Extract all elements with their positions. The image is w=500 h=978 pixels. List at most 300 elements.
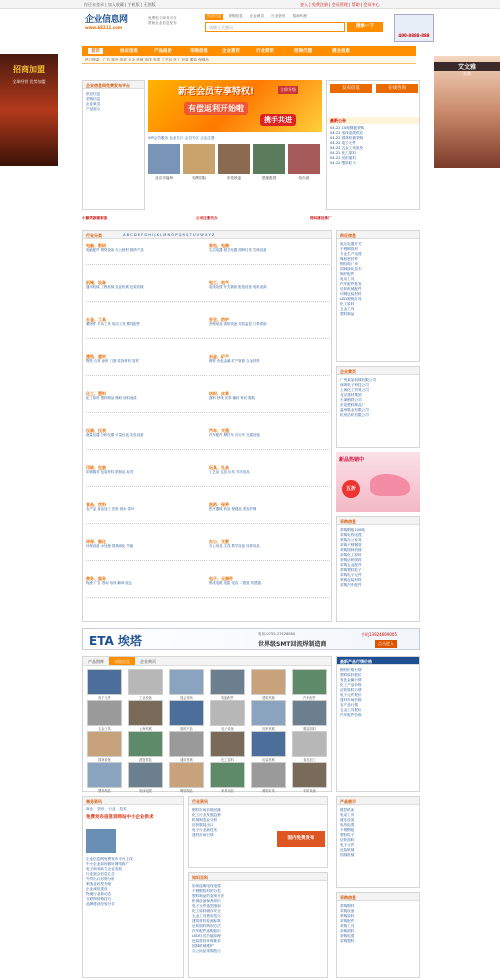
- biz-news-item[interactable]: 中小企业如何做好网络推广: [86, 862, 130, 866]
- biz-tab[interactable]: 商业: [86, 807, 94, 811]
- category-title[interactable]: 化工、塑料: [86, 391, 106, 396]
- shoe-image: [370, 474, 410, 496]
- eta-banner[interactable]: [82, 628, 420, 650]
- enterprise-panel: [336, 366, 420, 448]
- banner-bubble-2: 携手共进: [260, 114, 296, 126]
- category-block: [209, 576, 330, 598]
- category-links[interactable]: 集成电路 电阻 电容 二极管 传感器: [209, 581, 261, 585]
- supply-item[interactable]: 园林绿化苗木: [340, 267, 362, 271]
- industry-news-item[interactable]: 电子行业新技术: [192, 828, 218, 832]
- notice-item[interactable]: 04-22 五金工具批发: [330, 146, 364, 150]
- search-tab[interactable]: 供应信息: [207, 14, 222, 18]
- right-ad[interactable]: [434, 56, 500, 168]
- biz-news-item[interactable]: 外贸出口形势分析: [86, 877, 115, 881]
- biz-tab[interactable]: 行业: [108, 807, 116, 811]
- product-caption[interactable]: 照明灯具: [262, 789, 275, 793]
- supply-item[interactable]: 塑料制品: [340, 312, 355, 316]
- category-block: [86, 354, 207, 376]
- supply-item[interactable]: 印刷包装材料: [340, 292, 362, 296]
- thumb-image[interactable]: [253, 144, 285, 174]
- logo-slogan: [148, 16, 198, 26]
- purchase-item[interactable]: 采购钢板100吨: [340, 528, 365, 532]
- thumb-image[interactable]: [183, 144, 215, 174]
- purchase-item[interactable]: 求购不锈钢管: [340, 543, 362, 547]
- product-image[interactable]: [87, 700, 122, 726]
- category-title[interactable]: 仪器、仪表: [86, 428, 106, 433]
- promo-banner[interactable]: [148, 80, 322, 132]
- notice-item[interactable]: 04-22 10吨钢板采购: [330, 126, 365, 130]
- product-board-item[interactable]: 不锈钢板: [340, 828, 355, 832]
- product-caption[interactable]: 展会现场: [180, 696, 193, 700]
- product-image[interactable]: [251, 669, 286, 695]
- mid-ad[interactable]: 公司注册代办: [196, 216, 218, 220]
- buy-board-item[interactable]: 采购电缆: [340, 934, 355, 938]
- enterprise-item[interactable]: 北京建材集团: [340, 393, 362, 397]
- knowledge-item[interactable]: 如何选购电线电缆: [192, 884, 221, 888]
- latest-product-item[interactable]: 建材市场价格: [340, 698, 362, 702]
- category-title[interactable]: 办公、文教: [209, 539, 229, 544]
- purchase-item[interactable]: 采购办公家具: [340, 538, 362, 542]
- search-input[interactable]: [205, 22, 345, 32]
- product-image[interactable]: [210, 731, 245, 757]
- search-tab[interactable]: 招商代理: [292, 14, 307, 18]
- banner-bubble-1: 有偿返利开始啦: [184, 102, 248, 115]
- product-caption[interactable]: 电线电缆: [139, 789, 152, 793]
- product-image[interactable]: [251, 700, 286, 726]
- logo-url: www.68211.com: [85, 25, 123, 30]
- knowledge-item[interactable]: 包装材料环保要求: [192, 939, 221, 943]
- product-caption[interactable]: 食品加工: [303, 758, 316, 762]
- nav-item[interactable]: 招商代理: [294, 49, 312, 54]
- category-panel: [82, 230, 332, 622]
- purchase-item[interactable]: 采购包装材料: [340, 578, 362, 582]
- main-nav: [82, 46, 416, 56]
- biz-news-item[interactable]: 电子商务助力企业发展: [86, 867, 122, 871]
- product-caption[interactable]: 服装面料: [303, 727, 316, 731]
- thumb-image[interactable]: [148, 144, 180, 174]
- category-block: [86, 465, 207, 487]
- category-links[interactable]: 化工原料 塑料制品 橡胶 涂料油漆: [86, 396, 137, 400]
- nav-item[interactable]: 行业资讯: [256, 49, 274, 54]
- biz-news-item[interactable]: 制造业转型升级: [86, 882, 112, 886]
- category-block: [86, 502, 207, 524]
- category-links[interactable]: 劳保用品 消防设备 安防监控 门禁系统: [209, 322, 267, 326]
- product-caption[interactable]: 电子元件: [98, 696, 111, 700]
- supply-item[interactable]: 电动工具: [340, 277, 355, 281]
- category-links[interactable]: 面料 纱线 皮革 辅料 家纺 服装: [209, 396, 256, 400]
- publish-button[interactable]: 发布信息: [330, 84, 372, 93]
- top-bar: [0, 0, 500, 9]
- buy-board-item[interactable]: 采购钢材: [340, 904, 355, 908]
- search-tab[interactable]: 采购信息: [228, 14, 243, 18]
- notice-item[interactable]: 04-22 化工原料: [330, 151, 356, 155]
- thumb-row: [148, 144, 322, 190]
- category-links[interactable]: 电线电缆 开关插座 配电设备 电机电源: [209, 285, 267, 289]
- purchase-panel: [336, 516, 420, 622]
- category-links[interactable]: 紧固件 手动工具 电动工具 模具配件: [86, 322, 141, 326]
- nav-item[interactable]: 首页: [88, 48, 103, 54]
- nav-item[interactable]: 产品报价: [154, 49, 172, 54]
- platform-item[interactable]: 产品展示: [86, 107, 101, 111]
- thumb-caption[interactable]: 恩施胜国: [261, 176, 277, 180]
- eta-button[interactable]: 点击进入: [375, 640, 397, 648]
- knowledge-item[interactable]: 塑料制品的鉴别方法: [192, 894, 225, 898]
- gallery-tab[interactable]: 企业黄页: [140, 659, 156, 664]
- purchase-item[interactable]: 采购塑料粒子: [340, 568, 362, 572]
- product-image[interactable]: [128, 731, 163, 757]
- product-image[interactable]: [128, 700, 163, 726]
- category-links[interactable]: 农产品 食品加工 饮料 酒水 茶叶: [86, 507, 135, 511]
- product-image[interactable]: [210, 762, 245, 788]
- supply-item[interactable]: 汽车配件批发: [340, 282, 362, 286]
- product-caption[interactable]: 通用机械: [180, 758, 193, 762]
- latest-product-item[interactable]: 五金工具报价: [340, 708, 362, 712]
- category-title[interactable]: 印刷、包装: [86, 465, 106, 470]
- category-title[interactable]: 安全、防护: [209, 317, 229, 322]
- purchase-item[interactable]: 采购园林机械: [340, 548, 362, 552]
- product-image[interactable]: [292, 762, 327, 788]
- product-image[interactable]: [169, 762, 204, 788]
- top-bar-right[interactable]: 登入 | 免费注册 | 会员管理 | 帮助 | 会员中心: [300, 2, 380, 7]
- category-links[interactable]: 通用机械 工程机械 农业机械 包装机械: [86, 285, 144, 289]
- product-image[interactable]: [292, 731, 327, 757]
- latest-product-item[interactable]: 化工产品价格: [340, 683, 362, 687]
- category-links[interactable]: 电脑配件 网络设备 办公耗材 数码产品: [86, 248, 144, 252]
- category-links[interactable]: 测量仪器 分析仪器 计量仪表 实验设备: [86, 433, 144, 437]
- enterprise-item[interactable]: 深圳电子科技公司: [340, 383, 369, 387]
- platform-item[interactable]: 企业黄页: [86, 102, 101, 106]
- hot-search-text: 热门搜索：广告 制冷 电机 五金 机械 电线 电缆 工艺品 化工 包装 服装 保健品: [85, 58, 209, 61]
- category-links[interactable]: 印刷服务 包装材料 纸制品 标签: [86, 470, 134, 474]
- biz-tab[interactable]: 技术: [119, 807, 127, 811]
- category-block: [209, 465, 330, 487]
- category-title[interactable]: 医药、保养: [209, 502, 229, 507]
- search-tab[interactable]: 企业黄页: [249, 14, 265, 18]
- hot-search: [82, 56, 416, 64]
- supply-item[interactable]: 化工原料: [340, 302, 355, 306]
- purchase-item[interactable]: 求购电线电缆: [340, 533, 362, 537]
- category-links[interactable]: 物流 广告 咨询 培训 翻译 展会: [86, 581, 133, 585]
- product-board-item[interactable]: 包装机械: [340, 848, 355, 852]
- buy-board-item[interactable]: 采购工具: [340, 924, 355, 928]
- category-title[interactable]: 机械、设备: [86, 280, 106, 285]
- category-block: [86, 317, 207, 339]
- category-links[interactable]: 陶瓷 石材 涂料 门窗 装饰材料 管材: [86, 359, 139, 363]
- knowledge-item[interactable]: 不锈钢管材的分类: [192, 889, 221, 893]
- top-right-ad-phone: 400-8888-888: [398, 33, 430, 38]
- supply-item[interactable]: 低压电器开关: [340, 242, 362, 246]
- product-board-item[interactable]: 液压设备: [340, 818, 355, 822]
- category-links[interactable]: 环保设备 水处理 园林绿化 节能: [86, 544, 134, 548]
- latest-product-item[interactable]: 钢材价格行情: [340, 668, 362, 672]
- buy-board-item[interactable]: 采购原料: [340, 914, 355, 918]
- industry-news-title: 行业资讯: [189, 797, 327, 805]
- product-image[interactable]: [128, 762, 163, 788]
- letter-index[interactable]: A B C D E F G H I J K L M N O P Q R S T U V W X Y Z: [123, 233, 215, 237]
- notice-item[interactable]: 04-22 园林机械采购: [330, 136, 364, 140]
- product-caption[interactable]: 纺织机械: [262, 727, 275, 731]
- category-title[interactable]: 汽车、交通: [209, 428, 229, 433]
- product-caption[interactable]: 建材样品: [139, 758, 152, 762]
- supply-item[interactable]: LED照明灯具: [340, 297, 362, 301]
- biz-news-headline[interactable]: 免费发布信息到网站中小企业供求: [86, 815, 154, 820]
- industry-news-panel: [188, 796, 328, 868]
- category-links[interactable]: 办公用品 文具 教学设备 体育用品: [209, 544, 260, 548]
- enterprise-item[interactable]: 东莞塑料制品厂: [340, 403, 366, 407]
- latest-product-item[interactable]: 电子元件报价: [340, 693, 362, 697]
- platform-item[interactable]: 采购信息: [86, 97, 101, 101]
- category-title[interactable]: 纺织、皮革: [209, 391, 229, 396]
- knowledge-item[interactable]: 五金工具使用技巧: [192, 914, 221, 918]
- industry-news-item[interactable]: 纺织服装出口: [192, 823, 214, 827]
- thumb-caption[interactable]: 哈尔滨: [298, 176, 310, 180]
- knowledge-title: 知识百科: [189, 873, 327, 881]
- notice-item[interactable]: 04-22 电线电缆供应: [330, 131, 364, 135]
- latest-products-panel: [336, 656, 420, 792]
- product-caption[interactable]: 工业设备: [139, 696, 152, 700]
- eta-tel: 电话:0755-27428080: [258, 632, 296, 636]
- nav-item[interactable]: 企业黄页: [222, 49, 240, 54]
- biz-news-item[interactable]: 行业展会信息汇总: [86, 872, 115, 876]
- product-gallery: [82, 656, 332, 792]
- product-caption[interactable]: 数码产品: [180, 727, 193, 731]
- product-caption[interactable]: 上海机械: [139, 727, 152, 731]
- enterprise-item[interactable]: 上海化工贸易公司: [340, 388, 369, 392]
- category-block: [209, 502, 330, 524]
- category-title[interactable]: 电子、元器件: [209, 576, 233, 581]
- knowledge-item[interactable]: 纺织面料辨别方法: [192, 924, 221, 928]
- category-title[interactable]: 电脑、数码: [86, 243, 106, 248]
- knowledge-item[interactable]: 汽车配件选购知识: [192, 929, 221, 933]
- knowledge-item[interactable]: 机械设备保养常识: [192, 899, 221, 903]
- category-title[interactable]: 冶金、矿产: [209, 354, 229, 359]
- product-caption[interactable]: 五金工具: [98, 727, 111, 731]
- knowledge-item[interactable]: 园林机械维护: [192, 944, 214, 948]
- biz-news-item[interactable]: 品牌建设经验分享: [86, 902, 115, 906]
- industry-news-item[interactable]: 机械制造业分析: [192, 818, 218, 822]
- thumb-caption[interactable]: 东莞欧麦: [226, 176, 242, 180]
- product-board-item[interactable]: 塑料粒子: [340, 833, 355, 837]
- product-image[interactable]: [292, 700, 327, 726]
- search-tab[interactable]: 行业资讯: [271, 14, 286, 18]
- purchase-item[interactable]: 求购电子元件: [340, 573, 362, 577]
- category-links[interactable]: 汽车配件 摩托车 自行车 交通设施: [209, 433, 260, 437]
- thumb-caption[interactable]: 北京市福海: [155, 176, 173, 180]
- mid-ad[interactable]: 网站建设推广: [310, 216, 332, 220]
- category-links[interactable]: 工艺品 礼品 玩具 节庆用品: [209, 470, 250, 474]
- right-ad-sub: 女装: [463, 71, 471, 76]
- biz-news-title: 商务资讯: [83, 797, 183, 805]
- biz-news-item[interactable]: 企业诚信建设: [86, 887, 108, 891]
- nav-item[interactable]: 供应信息: [120, 49, 138, 54]
- mid-ad[interactable]: 小额贷款哪家强: [82, 216, 108, 220]
- knowledge-item[interactable]: LED灯具节能原理: [192, 934, 221, 938]
- biz-news-item[interactable]: 互联网营销技巧: [86, 897, 112, 901]
- category-title[interactable]: 环保、绿化: [86, 539, 106, 544]
- buy-board-item[interactable]: 求购设备: [340, 909, 355, 913]
- knowledge-item[interactable]: 办公用品采购技巧: [192, 949, 221, 953]
- purchase-item[interactable]: 求购五金配件: [340, 563, 362, 567]
- knowledge-item[interactable]: 化工原料储存安全: [192, 909, 221, 913]
- industry-news-item[interactable]: 建材市场行情: [192, 833, 214, 837]
- platform-box-title: 企业信息网免费发布平台: [83, 81, 144, 89]
- buy-board-item[interactable]: 求购塑料: [340, 939, 355, 943]
- enterprise-item[interactable]: 温州鞋业有限公司: [340, 408, 369, 412]
- product-caption[interactable]: 园林设备: [98, 758, 111, 762]
- supply-item[interactable]: 五金工具: [340, 307, 355, 311]
- nav-item[interactable]: 采购信息: [190, 49, 208, 54]
- buy-board: [336, 892, 420, 978]
- banner-cta[interactable]: 立即升级: [280, 87, 296, 92]
- top-right-ad[interactable]: [394, 14, 434, 42]
- buy-board-item[interactable]: 求购配件: [340, 919, 355, 923]
- product-board-item[interactable]: 园林机械: [340, 853, 355, 857]
- product-image[interactable]: [169, 669, 204, 695]
- product-caption[interactable]: 包装机械: [262, 758, 275, 762]
- supply-item[interactable]: 锅炉配件: [340, 272, 355, 276]
- mid-ads: [82, 214, 420, 226]
- category-title[interactable]: 玩具、礼品: [209, 465, 229, 470]
- category-block: [209, 428, 330, 450]
- left-ad[interactable]: [0, 54, 58, 166]
- category-block: [86, 576, 207, 598]
- logo-slogan-2: 帮助企业信息发布: [148, 21, 177, 25]
- enterprise-item[interactable]: 杭州纺织有限公司: [340, 413, 369, 417]
- supply-item[interactable]: 纺织机械配件: [340, 287, 362, 291]
- consult-button[interactable]: 在线咨询: [376, 84, 418, 93]
- category-links[interactable]: 钢材 有色金属 矿产资源 合金材料: [209, 359, 260, 363]
- supply-item[interactable]: 橡胶密封件: [340, 257, 358, 261]
- industry-news-item[interactable]: 钢材市场价格回落: [192, 808, 221, 812]
- product-caption[interactable]: 陶瓷制品: [180, 789, 193, 793]
- gallery-tab[interactable]: 产品图库: [88, 659, 104, 664]
- left-ad-sub: 全球经营 优势加盟: [12, 79, 46, 84]
- product-image[interactable]: [128, 669, 163, 695]
- shoe-promo[interactable]: [336, 452, 420, 512]
- enterprise-item[interactable]: 广州某某机械有限公司: [340, 378, 376, 382]
- product-image[interactable]: [87, 669, 122, 695]
- product-image[interactable]: [210, 669, 245, 695]
- latest-product-item[interactable]: 汽车配件价格: [340, 713, 362, 717]
- purchase-item[interactable]: 采购纺织面料: [340, 558, 362, 562]
- latest-product-item[interactable]: 农产品行情: [340, 703, 358, 707]
- notice-item[interactable]: 04-22 塑料粒子: [330, 161, 356, 165]
- latest-product-item[interactable]: 纺织原料行情: [340, 688, 362, 692]
- thumb-image[interactable]: [288, 144, 320, 174]
- category-title[interactable]: 商务、服务: [86, 576, 106, 581]
- product-board-item[interactable]: 电线电缆: [340, 823, 355, 827]
- supply-item[interactable]: 专业生产电缆: [340, 252, 362, 256]
- supply-title: 供应信息: [337, 231, 419, 239]
- search-button[interactable]: 搜索一下: [347, 22, 383, 32]
- purchase-item[interactable]: 求购化工原料: [340, 553, 362, 557]
- biz-news-image[interactable]: [86, 829, 116, 853]
- category-title[interactable]: 家电、电器: [209, 243, 229, 248]
- product-caption[interactable]: 化工原料: [221, 758, 234, 762]
- thumb-caption[interactable]: 光辉国际: [191, 176, 207, 180]
- industry-news-item[interactable]: 化工行业发展趋势: [192, 813, 221, 817]
- product-image[interactable]: [210, 700, 245, 726]
- category-title[interactable]: 五金、工具: [86, 317, 106, 322]
- industry-banner[interactable]: 国内免费发布: [277, 831, 325, 847]
- gallery-tab[interactable]: 采购信息: [109, 657, 135, 665]
- category-block: [86, 539, 207, 561]
- product-caption[interactable]: 安防设备: [303, 789, 316, 793]
- knowledge-item[interactable]: 电子元件选型指南: [192, 904, 221, 908]
- category-block: [86, 243, 207, 265]
- product-board: [336, 796, 420, 888]
- product-board-item[interactable]: 电动工具: [340, 813, 355, 817]
- product-caption[interactable]: 汽车配件: [303, 696, 316, 700]
- purchase-item[interactable]: 求购汽车配件: [340, 583, 362, 587]
- category-title[interactable]: 建筑、建材: [86, 354, 106, 359]
- knowledge-panel: [188, 872, 328, 978]
- eta-brand: ETA 埃塔: [89, 634, 142, 648]
- category-title[interactable]: 电工、电气: [209, 280, 229, 285]
- enterprise-item[interactable]: 天津钢铁公司: [340, 398, 362, 402]
- eta-phone: 手机13924669005: [361, 632, 397, 637]
- product-image[interactable]: [87, 762, 122, 788]
- logo-name: 企业信息网: [85, 15, 128, 25]
- product-image[interactable]: [251, 762, 286, 788]
- supply-item[interactable]: 不锈钢管材: [340, 247, 358, 251]
- logo-slogan-1: 免费电子商务平台: [148, 16, 177, 20]
- product-board-item[interactable]: 电子元件: [340, 843, 355, 847]
- knowledge-item[interactable]: 建筑材料检测标准: [192, 919, 221, 923]
- product-board-item[interactable]: 纺织面料: [340, 838, 355, 842]
- category-title: 行业分类: [83, 231, 331, 239]
- buy-board-item[interactable]: 求购面料: [340, 929, 355, 933]
- product-image[interactable]: [169, 731, 204, 757]
- product-caption[interactable]: 家具用品: [221, 789, 234, 793]
- product-caption[interactable]: 塑料制品: [98, 789, 111, 793]
- product-caption[interactable]: 建筑机械: [262, 696, 275, 700]
- category-links[interactable]: 生活电器 厨卫电器 照明灯具 空调设备: [209, 248, 267, 252]
- product-board-item[interactable]: 数控机床: [340, 808, 355, 812]
- right-panel: [326, 80, 420, 210]
- top-bar-left[interactable]: 你还未登录 | 加入收藏 | 手机版 | 无图版: [84, 2, 156, 7]
- product-caption[interactable]: 电脑配件: [221, 696, 234, 700]
- supply-panel: [336, 230, 420, 362]
- biz-news-item[interactable]: 企业信息网免费发布平台上线: [86, 857, 133, 861]
- category-title[interactable]: 食品、饮料: [86, 502, 106, 507]
- category-block: [209, 243, 330, 265]
- category-links[interactable]: 医疗器械 药品 保健品 美容护理: [209, 507, 257, 511]
- nav-item[interactable]: 展会信息: [332, 49, 350, 54]
- supply-item[interactable]: 钢结构厂房: [340, 262, 358, 266]
- biz-news-item[interactable]: 物流行业新动态: [86, 892, 112, 896]
- thumb-image[interactable]: [218, 144, 250, 174]
- notice-item[interactable]: 04-22 电子元件: [330, 141, 356, 145]
- notice-item[interactable]: 04-22 纺织面料: [330, 156, 356, 160]
- product-image[interactable]: [87, 731, 122, 757]
- latest-products-title: 最新产品行情价格: [337, 657, 419, 665]
- product-image[interactable]: [251, 731, 286, 757]
- platform-item[interactable]: 供应信息: [86, 92, 101, 96]
- latest-product-item[interactable]: 塑料原料报价: [340, 673, 362, 677]
- product-caption[interactable]: 电子设备: [221, 727, 234, 731]
- category-block: [209, 280, 330, 302]
- vip-strip[interactable]: VIP会员服务 企业名片 会员专区 点击注册: [148, 136, 215, 140]
- buy-board-title: 采购信息: [337, 893, 419, 901]
- product-image[interactable]: [292, 669, 327, 695]
- enterprise-title: 企业黄页: [337, 367, 419, 375]
- banner-headline: 新老会员专享特权!: [178, 87, 255, 97]
- product-image[interactable]: [169, 700, 204, 726]
- latest-product-item[interactable]: 有色金属行情: [340, 678, 362, 682]
- site-logo[interactable]: [85, 12, 145, 36]
- biz-tab[interactable]: 资讯: [97, 807, 105, 811]
